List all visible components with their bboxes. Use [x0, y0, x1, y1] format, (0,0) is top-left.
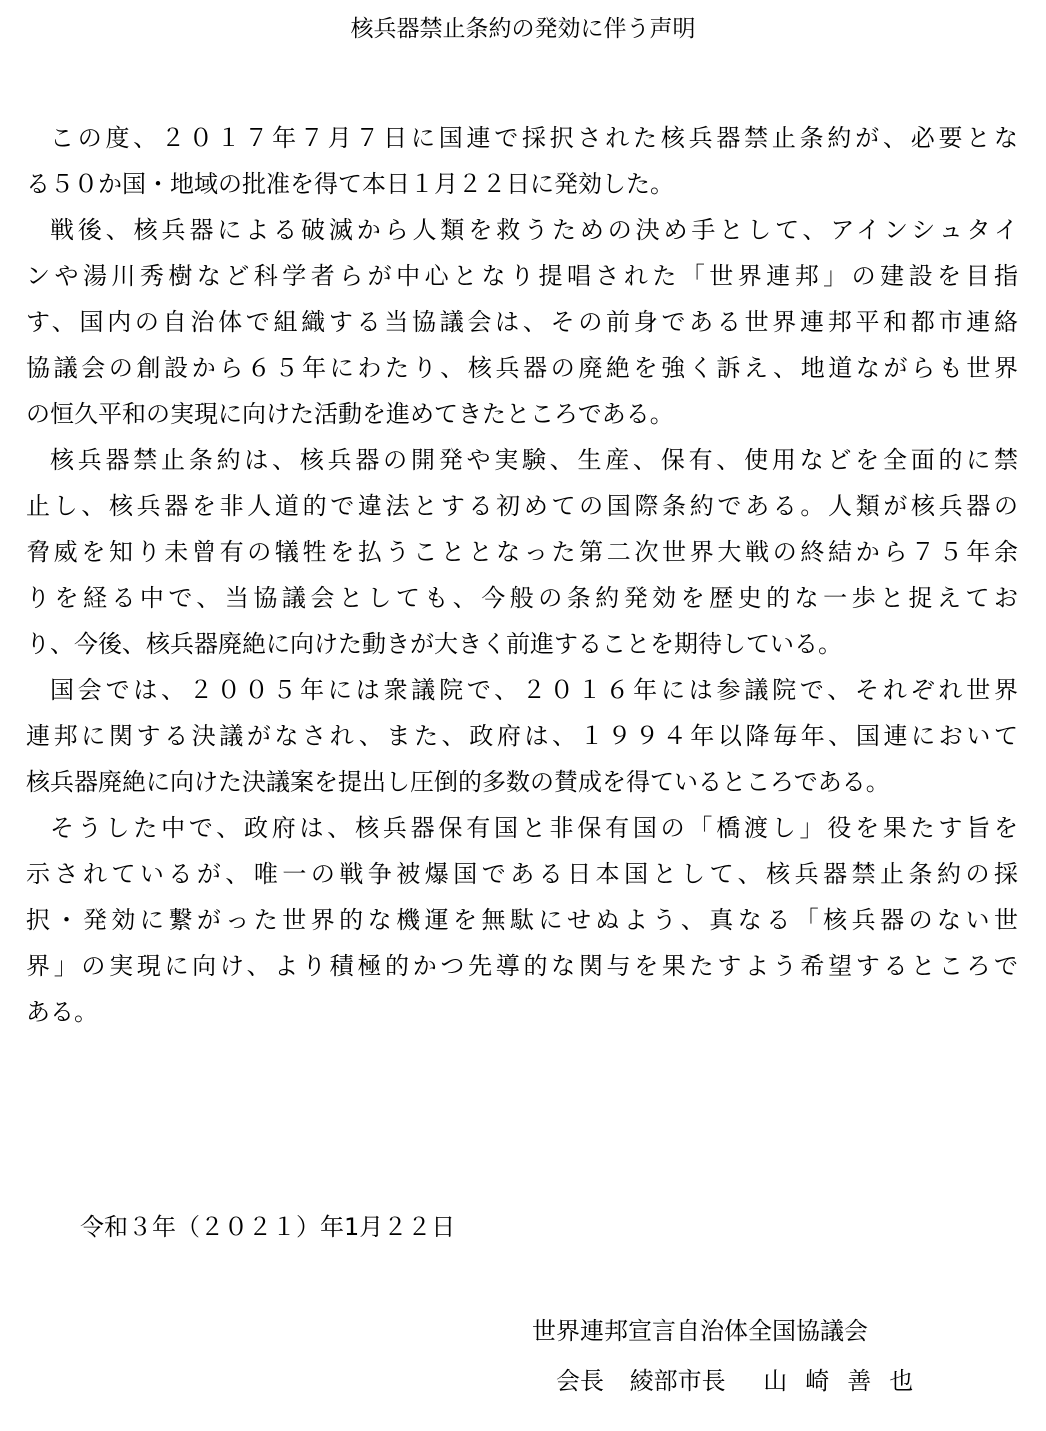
paragraph-line: 協議会の創設から６５年にわたり、核兵器の廃絶を強く訴え、地道ながらも世界 [26, 354, 1018, 382]
paragraph-line: ある。 [26, 998, 98, 1026]
issue-date: 令和３年（２０２１）年1月２２日 [80, 1213, 456, 1241]
statement-paragraph [26, 115, 1018, 207]
paragraph-line: そうした中で、政府は、核兵器保有国と非保有国の「橋渡し」役を果たす旨を [50, 814, 1018, 842]
organization-name: 世界連邦宣言自治体全国協議会 [532, 1317, 868, 1345]
paragraph-line: 界」の実現に向け、より積極的かつ先導的な関与を果たすよう希望するところで [26, 952, 1018, 980]
statement-paragraph [26, 207, 1018, 437]
paragraph-line: の恒久平和の実現に向けた活動を進めてきたところである。 [26, 400, 674, 428]
statement-paragraph [26, 805, 1018, 1035]
signer-name: 山崎善也 [763, 1367, 932, 1395]
paragraph-line: す、国内の自治体で組織する当協議会は、その前身である世界連邦平和都市連絡 [26, 308, 1018, 336]
signer-position: 綾部市長 [629, 1367, 726, 1395]
paragraph-line: この度、２０１７年７月７日に国連で採択された核兵器禁止条約が、必要とな [50, 124, 1018, 152]
paragraph-line: 核兵器廃絶に向けた決議案を提出し圧倒的多数の賛成を得ているところである。 [26, 768, 890, 796]
statement-paragraph [26, 667, 1018, 805]
paragraph-line: る５０か国・地域の批准を得て本日１月２２日に発効した。 [26, 170, 674, 198]
paragraph-line: ンや湯川秀樹など科学者らが中心となり提唱された「世界連邦」の建設を目指 [26, 262, 1018, 290]
statement-paragraph [26, 437, 1018, 667]
signature-block [556, 1361, 931, 1401]
paragraph-line: りを経る中で、当協議会としても、今般の条約発効を歴史的な一歩と捉えてお [26, 584, 1018, 612]
paragraph-line: 連邦に関する決議がなされ、また、政府は、１９９４年以降毎年、国連において [26, 722, 1018, 750]
paragraph-line: 示されているが、唯一の戦争被爆国である日本国として、核兵器禁止条約の採 [26, 860, 1018, 888]
paragraph-line: 国会では、２００５年には衆議院で、２０１６年には参議院で、それぞれ世界 [50, 676, 1018, 704]
paragraph-line: り、今後、核兵器廃絶に向けた動きが大きく前進することを期待している。 [26, 630, 842, 658]
statement-body [26, 115, 1018, 1035]
paragraph-line: 核兵器禁止条約は、核兵器の開発や実験、生産、保有、使用などを全面的に禁 [50, 446, 1018, 474]
document-title: 核兵器禁止条約の発効に伴う声明 [350, 16, 696, 42]
paragraph-line: 択・発効に繋がった世界的な機運を無駄にせぬよう、真なる「核兵器のない世 [26, 906, 1018, 934]
signer-title: 会長 [556, 1367, 604, 1395]
paragraph-line: 止し、核兵器を非人道的で違法とする初めての国際条約である。人類が核兵器の [26, 492, 1018, 520]
paragraph-line: 戦後、核兵器による破滅から人類を救うための決め手として、アインシュタイ [50, 216, 1018, 244]
paragraph-line: 脅威を知り未曾有の犠牲を払うこととなった第二次世界大戦の終結から７５年余 [26, 538, 1018, 566]
